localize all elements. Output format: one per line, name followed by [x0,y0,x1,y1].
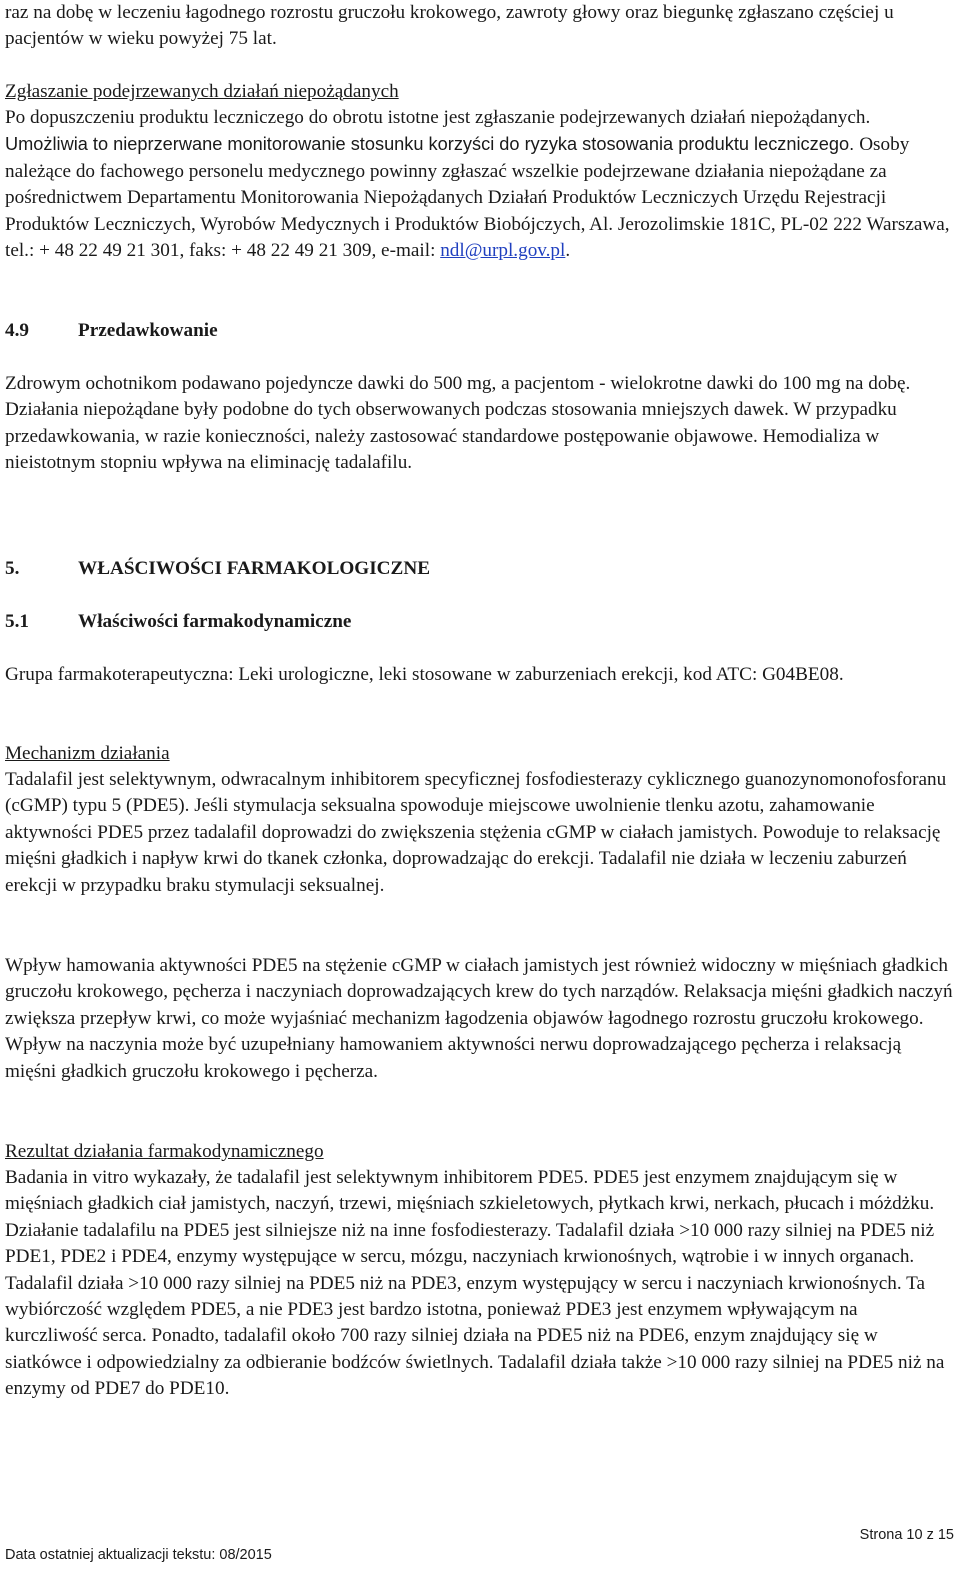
section-number: 5.1 [5,611,29,632]
pharmacotherapeutic-group: Grupa farmakoterapeutyczna: Leki urologiczne, leki stosowane w zaburzeniach erekcji, kod ATC: G04BE08. [5,664,844,685]
email-link[interactable]: ndl@urpl.gov.pl [440,240,566,262]
section-title: WŁAŚCIWOŚCI FARMAKOLOGICZNE [78,558,430,579]
overdose-paragraph: Zdrowym ochotnikom podawano pojedyncze dawki do 500 mg, a pacjentom - wielokrotne dawki do 100 mg na dobę. Działania niepożądane były podobne do tych obserwowanych podczas stosowania mniejszych dawek. W przypadku przedawkowania, w razie konieczności, należy zastosować standardowe postępowanie objawowe. Hemodializa w nieistotnym stopniu wpływa na eliminację tadalafilu. [5,373,911,474]
section-title: Właściwości farmakodynamiczne [78,611,352,632]
section-5-1-heading [5,609,955,635]
mechanism-paragraph-1: Tadalafil jest selektywnym, odwracalnym inhibitorem specyficznej fosfodiesterazy cyklicznego guanozynomonofosforanu (cGMP) typu 5 (PDE5). Jeśli stymulacja seksualna spowoduje miejscowe uwolnienie tlenku azotu, zahamowanie aktywności PDE5 przez tadalafil doprowadzi do zwiększenia stężenia cGMP w ciałach jamistych. Powoduje to relaksację mięśni gładkich i napływ krwi do tkanek członka, doprowadzając do erekcji. Tadalafil nie działa w leczeniu zaburzeń erekcji w przypadku braku stymulacji seksualnej. [5,769,947,896]
pharmacodynamic-heading: Rezultat działania farmakodynamicznego [5,1141,324,1162]
reporting-text-b: Umożliwia to nieprzerwane monitorowanie stosunku korzyści do ryzyka stosowania produktu leczniczego. [5,134,860,155]
reporting-text-end: . [565,240,571,262]
reporting-text-a: Po dopuszczeniu produktu leczniczego do obrotu istotne jest zgłaszanie podejrzewanych działań niepożądanych. [5,107,871,128]
reporting-heading: Zgłaszanie podejrzewanych działań niepożądanych [5,81,399,102]
section-4-9-heading [5,318,955,344]
reporting-paragraph [5,105,955,264]
section-5-heading [5,556,955,582]
last-update-date: Data ostatniej aktualizacji tekstu: 08/2015 [5,1547,272,1563]
mechanism-heading: Mechanizm działania [5,743,170,764]
section-title: Przedawkowanie [78,320,218,341]
intro-paragraph: raz na dobę w leczeniu łagodnego rozrostu gruczołu krokowego, zawroty głowy oraz biegunkę zgłaszano częściej u pacjentów w wieku powyżej 75 lat. [5,2,894,50]
section-number: 5. [5,558,20,579]
reporting-text-c: Osoby należące do fachowego personelu medycznego powinny zgłaszać wszelkie podejrzewane działania niepożądane za pośrednictwem Departamentu Monitorowania Niepożądanych Działań Produktów Leczniczych Urzędu Rejestracji Produktów Leczniczych, Wyrobów Medycznych i Produktów Biobójczych, Al. Jerozolimskie 181C, PL-02 222 Warszawa, tel.: + 48 22 49 21 301, faks: + 48 22 49 21 309, e-mail: [5,134,950,262]
mechanism-paragraph-2: Wpływ hamowania aktywności PDE5 na stężenie cGMP w ciałach jamistych jest również widoczny w mięśniach gładkich gruczołu krokowego, pęcherza i naczyniach doprowadzających krew do tych narządów. Relaksacja mięśni gładkich naczyń zwiększa przepływ krwi, co może wyjaśniać mechanizm łagodzenia objawów łagodnego rozrostu gruczołu krokowego. Wpływ na naczynia może być uzupełniany hamowaniem aktywności nerwu doprowadzającego pęcherza i relaksacją mięśni gładkich gruczołu krokowego i pęcherza. [5,955,953,1082]
section-number: 4.9 [5,320,29,341]
pharmacodynamic-paragraph: Badania in vitro wykazały, że tadalafil jest selektywnym inhibitorem PDE5. PDE5 jest enzymem znajdującym się w mięśniach gładkich ciał jamistych, naczyń, trzewi, mięśniach szkieletowych, płytkach krwi, nerkach, płucach i móżdżku. Działanie tadalafilu na PDE5 jest silniejsze niż na inne fosfodiesterazy. Tadalafil działa >10 000 razy silniej na PDE5 niż PDE1, PDE2 i PDE4, enzymy występujące w sercu, mózgu, naczyniach krwionośnych, wątrobie i w innych organach. Tadalafil działa >10 000 razy silniej na PDE5 niż na PDE3, enzym występujący w sercu i naczyniach krwionośnych. Ta wybiórczość względem PDE5, a nie PDE3 jest bardzo istotna, ponieważ PDE3 jest enzymem wpływającym na kurczliwość serca. Ponadto, tadalafil około 700 razy silniej działa na PDE5 niż na PDE6, enzym znajdujący się w siatkówce i odpowiedzialny za odbieranie bodźców świetlnych. Tadalafil działa także >10 000 razy silniej na PDE5 niż na enzymy od PDE7 do PDE10. [5,1167,945,1400]
page-number: Strona 10 z 15 [859,1527,954,1543]
